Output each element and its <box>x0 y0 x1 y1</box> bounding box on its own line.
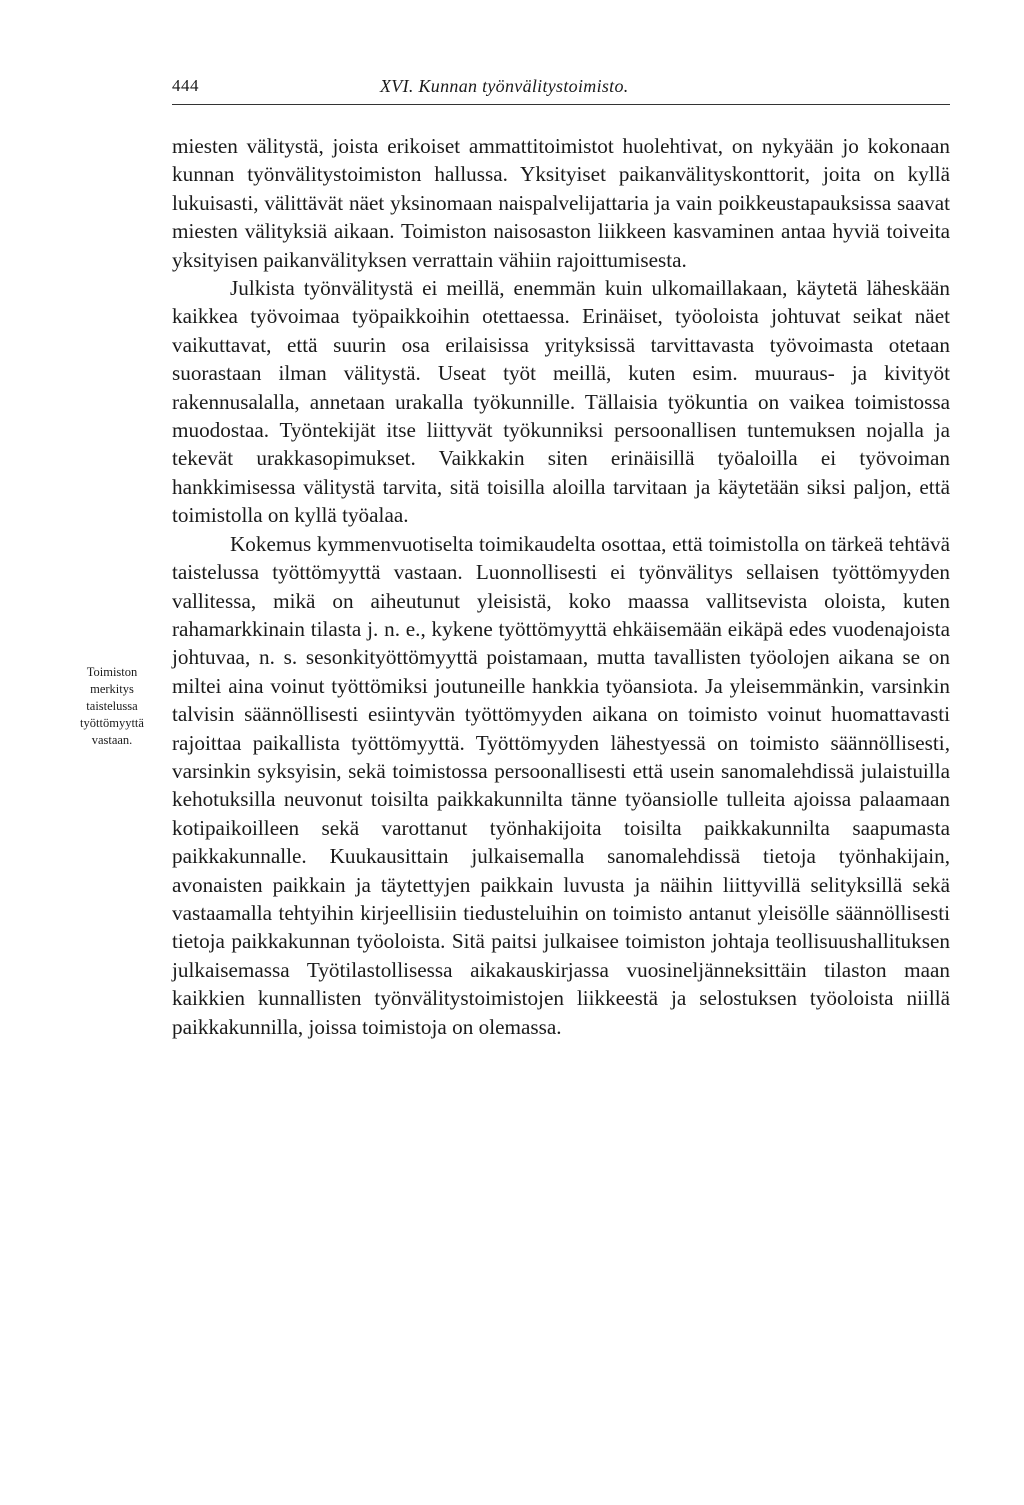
page-number: 444 <box>172 76 199 95</box>
margin-note-line: vastaan. <box>91 733 133 747</box>
paragraph: Julkista työnvälitystä ei meillä, enemmän kuin ulkomaillakaan, käytetä läheskään kaikkea työvoimaa työpaikkoihin otettaessa. Erinäiset, työoloista johtuvat seikat näet vaikuttavat, että suurin osa erilaisissa yrityksissä tarvittavasta työvoimasta otetaan suorastaan ilman välitystä. Useat työt meillä, kuten esim. muuraus- ja kivityöt rakennusalalla, annetaan urakalla työkunnille. Tällaisia työkuntia on vaikea toimistossa muodostaa. Työntekijät itse liittyvät työkunniksi persoonallisen tuntemuksen nojalla ja tekevät urakkasopimukset. Vaikkakin siten erinäisillä työaloilla ei työvoiman hankkimisessa välitystä tarvita, sitä toisilla aloilla tarvitaan ja käytetään siksi paljon, että toimistolla on kyllä työalaa. <box>172 276 950 528</box>
margin-note-line: taistelussa <box>86 699 138 713</box>
body-text <box>172 132 950 1041</box>
paragraph: Kokemus kymmenvuotiselta toimikaudelta osottaa, että toimistolla on tärkeä tehtävä taistelussa työttömyyttä vastaan. Luonnollisesti ei työnvälitys sellaisen työttömyyden vallitessa, mikä on aiheutunut yleisistä, koko maassa vallitsevista oloista, kuten rahamarkkinain tilasta j. n. e., kykene työttömyyttä ehkäisemään eikäpä edes vuodenajoista johtuvaa, n. s. sesonkityöttömyyttä poistamaan, mutta tavallisten työolojen aikana se on miltei aina voinut työttömiksi joutuneille hankkia työansiota. Ja yleisemmänkin, varsinkin talvisin säännöllisesti esiintyvän työttömyyden aikana on toimisto voinut huomattavasti rajoittaa paikallista työttömyyttä. Työttömyyden lähestyessä on toimisto säännöllisesti, varsinkin syksyisin, sekä toimistossa persoonallisesti että usein sanomalehdissä julaistuilla kehotuksilla neuvonut toisilta paikkakunnilta tänne työansiolle tulleita ajoissa palaamaan kotipaikoilleen sekä varottanut työnhakijoita toisilta paikkakunnilta saapumasta paikkakunnalle. Kuukausittain julkaisemalla sanomalehdissä tietoja työnhakijain, avonaisten paikkain ja täytettyjen paikkain luvusta ja näihin liittyvillä selityksillä sekä vastaamalla tehtyihin kirjeellisiin tiedusteluihin on toimisto antanut yleisölle säännöllisesti tietoja paikkakunnan työoloista. Sitä paitsi julkaisee toimiston johtaja teollisuushallituksen julkaisemassa Työtilastollisessa aikakauskirjassa vuosineljänneksittäin tilaston maan kaikkien kunnallisten työnvälitystoimistojen liikkeestä ja selostuksen työoloista niillä paikkakunnilla, joissa toimistoja on olemassa. <box>172 531 950 1039</box>
page-header <box>172 76 950 106</box>
margin-note-line: Toimiston <box>86 665 138 679</box>
paragraph-continued: miesten välitystä, joista erikoiset ammattitoimistot huolehtivat, on nykyään jo kokonaan kunnan työnvälitystoimiston hallussa. Yksityiset paikanvälityskonttorit, joita on kyllä lukuisasti, välittävät näet yksinomaan naispalvelijattaria ja vain poikkeustapauksissa saavat miesten välityksiä aikaan. Toimiston naisosaston liikkeen kasvaminen antaa hyviä toiveita yksityisen paikanvälityksen verrattain vähiin rajoittumisesta. <box>172 134 950 272</box>
margin-note-line: työttömyyttä <box>80 716 144 730</box>
margin-note-line: merkitys <box>90 682 134 696</box>
header-rule <box>172 104 950 105</box>
margin-note <box>64 664 160 749</box>
running-title: XVI. Kunnan työnvälitystoimisto. <box>380 76 629 96</box>
